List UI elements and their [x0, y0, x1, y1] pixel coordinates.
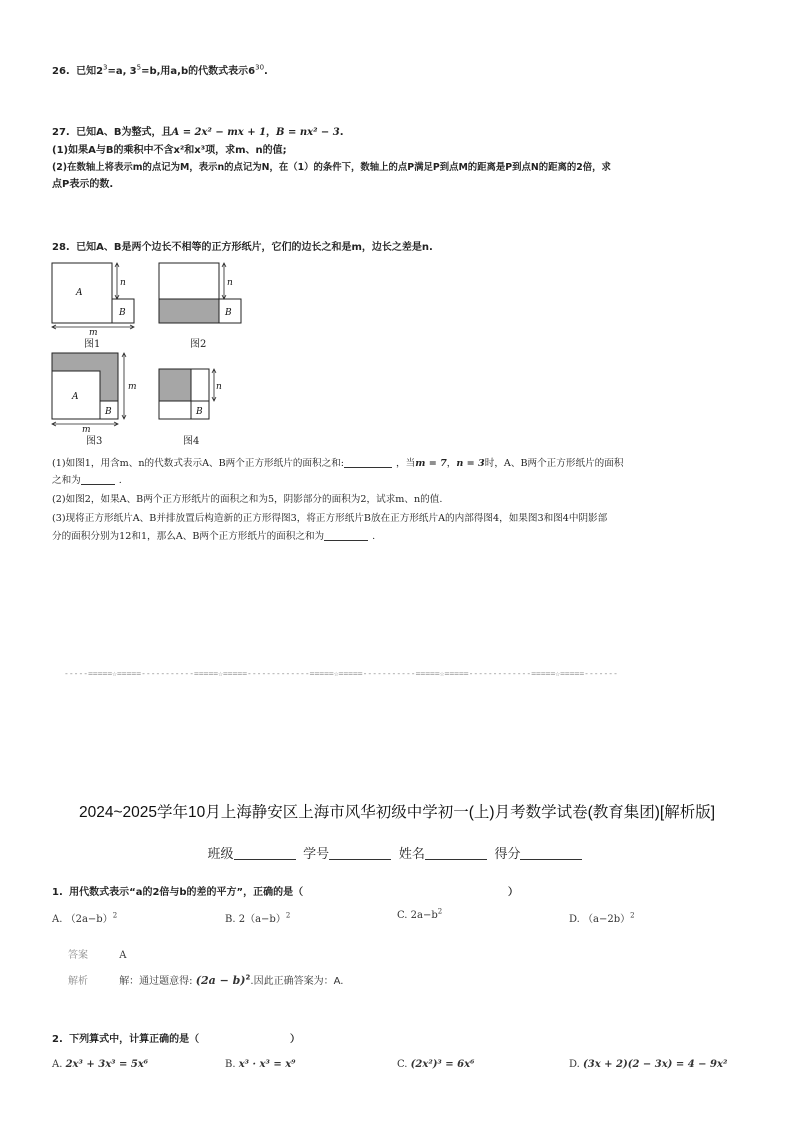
question-text: 已知A、B是两个边长不相等的正方形纸片，它们的边长之和是m，边长之差是n. — [76, 242, 433, 253]
option-d[interactable] — [569, 910, 635, 925]
analysis-text: .因此正确答案为：A. — [250, 976, 344, 987]
question-26 — [52, 64, 268, 80]
question-number: 1. — [52, 887, 63, 898]
punctuation: ， — [446, 458, 457, 469]
question-text: (1)如图1，用含m、n的代数式表示A、B两个正方形纸片的面积之和: — [52, 458, 345, 469]
question-text: 已知 — [76, 66, 97, 77]
score-label: 得分 — [494, 846, 521, 861]
punctuation: . — [264, 66, 268, 77]
option-letter: C. — [397, 910, 408, 921]
option-b[interactable] — [225, 1059, 296, 1070]
exponent: 2 — [630, 911, 635, 920]
answer-value: A — [119, 950, 127, 961]
figure-1 — [50, 262, 136, 339]
question-text: 用代数式表示“a的2倍与b的差的平方”，正确的是（ — [69, 887, 304, 898]
math-term: 2 — [96, 66, 104, 77]
question-text: 已知A、B为整式，且 — [76, 127, 172, 138]
option-text: （a−2b） — [583, 914, 631, 925]
caption-fig-2: 图2 — [190, 339, 207, 350]
math-term: =b, — [141, 66, 161, 77]
option-letter: A. — [52, 1059, 63, 1070]
option-letter: C. — [397, 1059, 408, 1070]
question-28-part-1-cont — [52, 473, 122, 489]
math-term: =a, — [107, 66, 127, 77]
mc-question-1-close: ） — [508, 887, 518, 898]
answer-blank[interactable] — [324, 529, 368, 541]
punctuation: . — [372, 531, 376, 542]
student-info-row — [0, 843, 794, 862]
name-field[interactable] — [425, 848, 487, 860]
class-label: 班级 — [207, 846, 234, 861]
math-term: 6 — [248, 66, 256, 77]
label-n: n — [216, 382, 222, 392]
figure-3 — [50, 352, 140, 435]
question-27-part-1: (1)如果A与B的乘积中不含x²和x³项，求m、n的值; — [52, 145, 287, 156]
caption-fig-3: 图3 — [86, 436, 103, 447]
question-text: 时，A、B两个正方形纸片的面积 — [484, 458, 624, 469]
option-text: 2（a−b） — [238, 914, 286, 925]
exponent: 2 — [437, 907, 443, 916]
analysis-text: 解：通过题意得: — [119, 976, 193, 987]
answer-blank[interactable] — [344, 456, 392, 468]
label-b: B — [225, 308, 232, 318]
option-c[interactable] — [397, 907, 443, 921]
question-28-part-1 — [52, 456, 623, 472]
name-label: 姓名 — [398, 846, 425, 861]
label-b: B — [196, 407, 203, 417]
option-a[interactable] — [52, 910, 117, 925]
option-c[interactable] — [397, 1059, 474, 1070]
label-a: A — [76, 288, 83, 298]
label-b: B — [119, 308, 126, 318]
score-field[interactable] — [520, 848, 582, 860]
label-n: n — [227, 278, 233, 288]
option-text: （2a−b） — [65, 914, 113, 925]
exponent: 2 — [285, 911, 291, 920]
exponent: 2 — [245, 973, 251, 982]
analysis-row — [68, 972, 343, 987]
question-28-part-2: (2)如图2，如果A、B两个正方形纸片的面积之和为5，阴影部分的面积为2，试求m、n的值. — [52, 494, 443, 505]
question-number: 26. — [52, 66, 70, 77]
caption-fig-1: 图1 — [84, 339, 101, 350]
exponent: 5 — [136, 63, 142, 72]
math-expression: m = 7 — [415, 458, 447, 469]
class-field[interactable] — [234, 848, 296, 860]
math-term: 3 — [129, 66, 137, 77]
option-math: 2x³ + 3x³ = 5x⁶ — [65, 1059, 149, 1070]
answer-row — [68, 946, 126, 961]
mc-question-1 — [52, 885, 303, 901]
question-text: ，当 — [396, 458, 416, 469]
option-d[interactable] — [569, 1059, 727, 1070]
mc-question-2-close: ） — [290, 1034, 300, 1045]
question-text: 分的面积分别为12和1，那么A、B两个正方形纸片的面积之和为 — [52, 531, 325, 542]
exponent: 3 — [103, 63, 108, 72]
question-number: 27. — [52, 127, 70, 138]
option-a[interactable] — [52, 1059, 148, 1070]
student-id-field[interactable] — [329, 848, 391, 860]
punctuation: . — [118, 475, 122, 486]
math-expression: A = 2x² − mx + 1 — [171, 127, 267, 138]
answer-label: 答案 — [68, 950, 88, 961]
label-m: m — [82, 425, 91, 432]
punctuation: . — [339, 127, 344, 138]
shaded-region — [159, 369, 191, 401]
math-expression: n = 3 — [456, 458, 485, 469]
option-letter: B. — [225, 914, 236, 925]
exponent: 30 — [255, 63, 265, 72]
figure-4 — [157, 368, 223, 427]
question-number: 28. — [52, 242, 70, 253]
caption-fig-4: 图4 — [183, 436, 200, 447]
question-28-part-3: (3)现将正方形纸片A、B并排放置后构造新的正方形得图3，将正方形纸片B放在正方形纸片A的内部得图4，如果图3和图4中阴影部 — [52, 513, 608, 524]
label-b: B — [105, 407, 112, 417]
question-28 — [52, 240, 433, 256]
section-divider: -----=====☆=====-----------=====☆=====-------------=====☆=====-----------=====☆=====-------------=====☆=====------- — [64, 669, 618, 678]
exponent: 2 — [112, 911, 118, 920]
question-27-part-2-cont: 点P表示的数. — [52, 179, 114, 190]
label-a: A — [72, 392, 79, 402]
label-m: m — [128, 382, 137, 392]
option-b[interactable] — [225, 910, 290, 925]
question-text: 之和为 — [52, 475, 81, 486]
option-letter: D. — [569, 1059, 580, 1070]
punctuation: ， — [266, 127, 277, 138]
option-letter: D. — [569, 914, 580, 925]
option-math: x³ · x³ = x⁹ — [238, 1059, 296, 1070]
option-letter: A. — [52, 914, 63, 925]
analysis-label: 解析 — [68, 976, 88, 987]
shaded-region — [159, 299, 219, 323]
question-text: 用a,b的代数式表示 — [160, 66, 249, 77]
label-n: n — [120, 278, 126, 288]
option-text: 2a−b — [410, 910, 438, 921]
question-number: 2. — [52, 1034, 63, 1045]
student-id-label: 学号 — [303, 846, 330, 861]
option-math: (3x + 2)(2 − 3x) = 4 − 9x² — [583, 1059, 728, 1070]
answer-blank[interactable] — [81, 473, 115, 485]
question-text: 下列算式中，计算正确的是（ — [69, 1034, 200, 1045]
figure-2 — [157, 262, 243, 339]
math-expression: B = nx² − 3 — [276, 127, 340, 138]
question-27-part-2: (2)在数轴上将表示m的点记为M，表示n的点记为N，在（1）的条件下，数轴上的点P满足P到点M的距离是P到点N的距离的2倍，求 — [52, 162, 611, 173]
option-letter: B. — [225, 1059, 236, 1070]
math-expression: (2a − b) — [195, 974, 246, 987]
exam-title: 2024~2025学年10月上海静安区上海市风华初级中学初一(上)月考数学试卷(教育集团)[解析版] — [78, 804, 716, 821]
question-27 — [52, 125, 344, 141]
mc-question-2 — [52, 1032, 199, 1048]
question-28-part-3-cont — [52, 529, 375, 545]
option-math: (2x²)³ = 6x⁶ — [410, 1059, 475, 1070]
label-m: m — [89, 328, 98, 336]
